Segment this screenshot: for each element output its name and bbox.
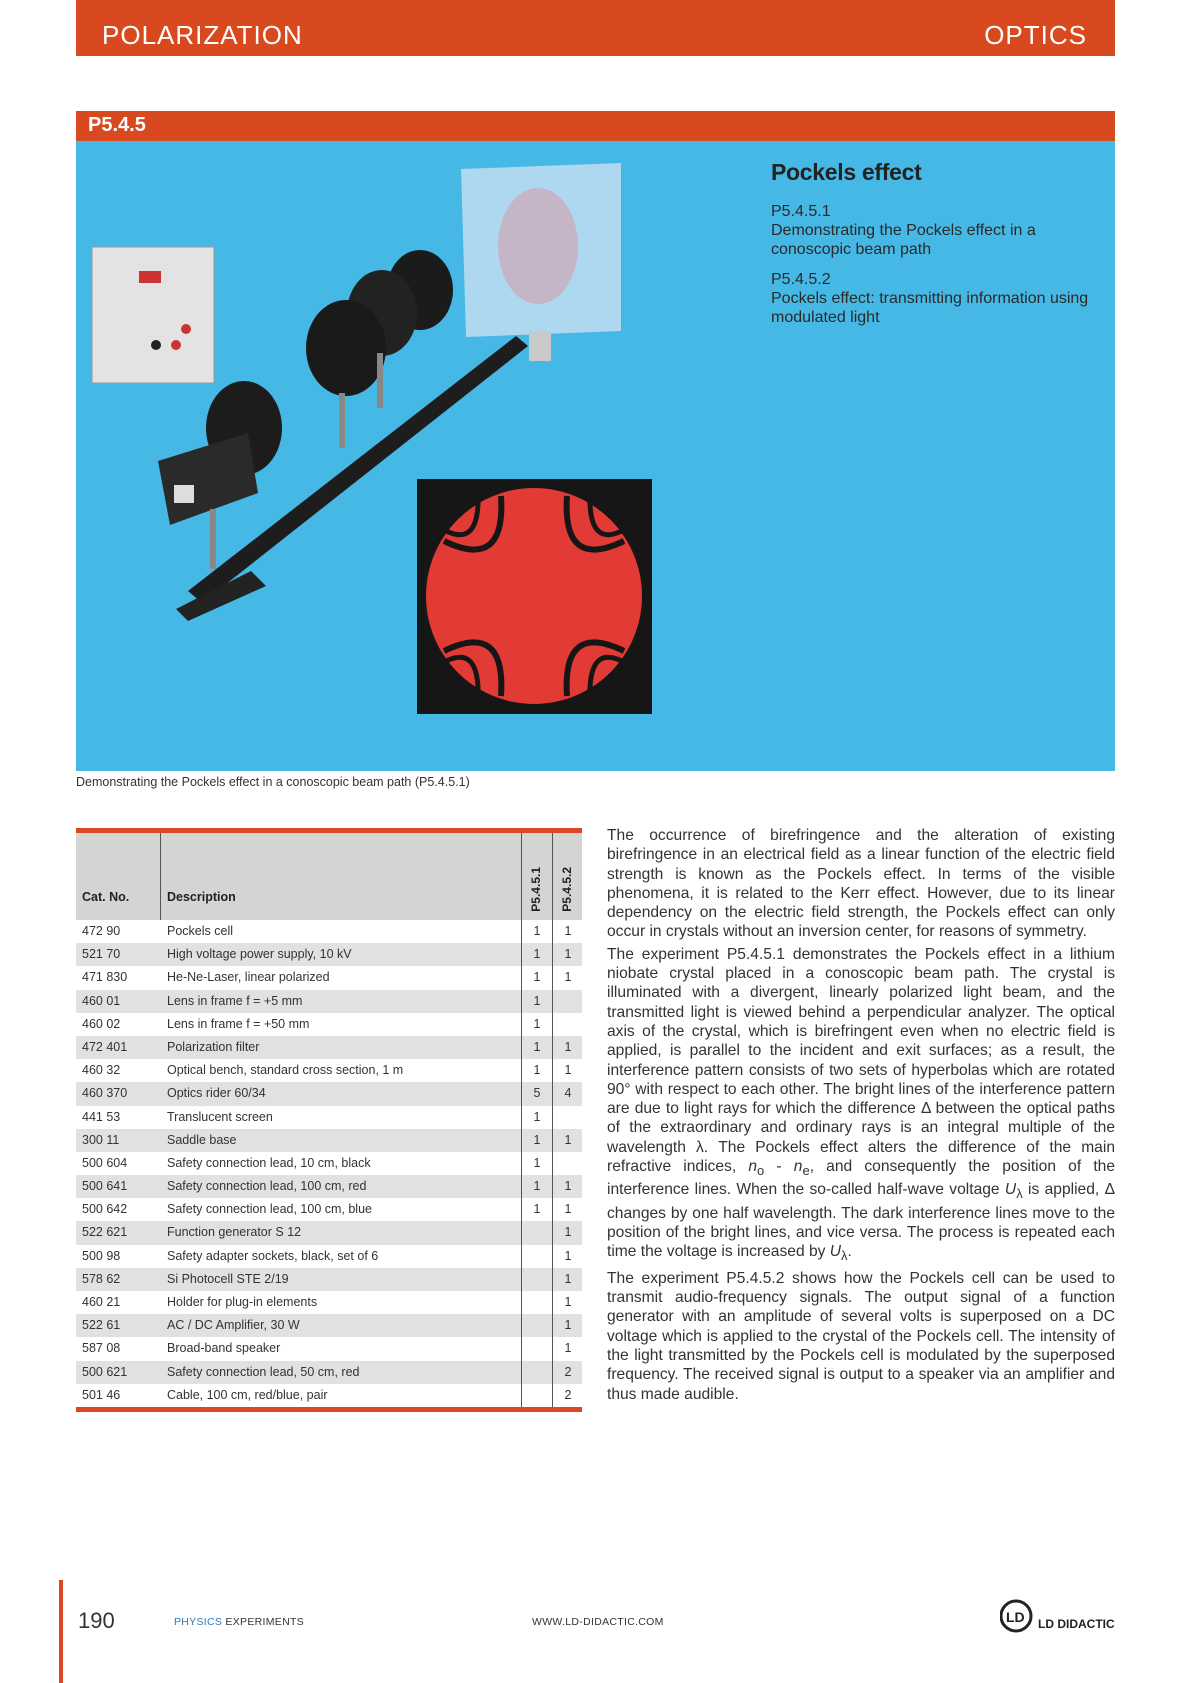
column-divider bbox=[552, 833, 553, 1407]
description-cell: Safety connection lead, 10 cm, black bbox=[167, 1155, 371, 1170]
laser bbox=[158, 433, 258, 525]
description-cell: Si Photocell STE 2/19 bbox=[167, 1271, 289, 1286]
table-header bbox=[76, 833, 582, 920]
logo-text: LD DIDACTIC bbox=[1038, 1617, 1115, 1631]
cat-no-cell: 472 90 bbox=[82, 924, 121, 938]
experiment-item bbox=[771, 270, 1091, 327]
experiment-code-1: P5.4.5.1 bbox=[771, 203, 831, 220]
qty-exp-2-cell: 1 bbox=[564, 1225, 572, 1240]
column-divider bbox=[521, 833, 522, 1407]
header-exp-2: P5.4.5.2 bbox=[560, 867, 574, 912]
table-row bbox=[76, 1268, 582, 1291]
table-row bbox=[76, 943, 582, 966]
subscript-o: o bbox=[757, 1163, 765, 1179]
qty-exp-2-cell: 1 bbox=[564, 1132, 572, 1147]
qty-exp-2-cell: 1 bbox=[564, 1179, 572, 1194]
body-text bbox=[607, 826, 1115, 1407]
cat-no-cell: 300 11 bbox=[82, 1132, 120, 1147]
hero-photo bbox=[76, 141, 1115, 771]
subscript-lambda: λ bbox=[841, 1248, 848, 1264]
cat-no-cell: 587 08 bbox=[82, 1341, 121, 1356]
paragraph-3: The experiment P5.4.5.2 shows how the Pockels cell can be used to transmit audio-frequency signals. The output signal of a function generator with an amplitude of several volts is superposed on a DC voltage which is applied to the crystal of the Pockels cell. The intensity of the light transmitted by the Pockels cell is modulated by the superposed frequency. The received signal is output to a speaker via an amplifier and thus made audible. bbox=[607, 1269, 1115, 1403]
table-row bbox=[76, 1361, 582, 1384]
description-cell: Safety adapter sockets, black, set of 6 bbox=[167, 1248, 379, 1263]
symbol-n: n bbox=[748, 1158, 758, 1176]
qty-exp-1-cell: 1 bbox=[533, 947, 541, 962]
qty-exp-1-cell: 5 bbox=[533, 1086, 541, 1101]
table-row bbox=[76, 1152, 582, 1175]
table-bottom-rule bbox=[76, 1407, 582, 1412]
cat-no-cell: 500 98 bbox=[82, 1248, 121, 1263]
area-title: OPTICS bbox=[984, 20, 1087, 50]
table-row bbox=[76, 1036, 582, 1059]
qty-exp-1-cell: 1 bbox=[533, 924, 541, 938]
cat-no-cell: 472 401 bbox=[82, 1039, 128, 1054]
table-row bbox=[76, 990, 582, 1013]
cat-no-cell: 441 53 bbox=[82, 1109, 121, 1124]
qty-exp-1-cell: 1 bbox=[533, 970, 541, 985]
table-row bbox=[76, 1175, 582, 1198]
table-row bbox=[76, 1384, 582, 1407]
description-cell: Optics rider 60/34 bbox=[167, 1086, 266, 1101]
paragraph-2-part: . bbox=[847, 1243, 852, 1261]
qty-exp-2-cell: 1 bbox=[564, 947, 572, 962]
symbol-n: n bbox=[793, 1158, 803, 1176]
cat-no-cell: 460 02 bbox=[82, 1016, 121, 1031]
qty-exp-1-cell: 1 bbox=[533, 1179, 541, 1194]
description-cell: Optical bench, standard cross section, 1 m bbox=[167, 1063, 404, 1078]
description-cell: Saddle base bbox=[167, 1132, 237, 1147]
equipment-table bbox=[76, 828, 582, 1412]
table-row bbox=[76, 1291, 582, 1314]
photo-caption: Demonstrating the Pockels effect in a conoscopic beam path (P5.4.5.1) bbox=[76, 775, 470, 789]
description-cell: Safety connection lead, 50 cm, red bbox=[167, 1364, 360, 1379]
description-cell: Safety connection lead, 100 cm, red bbox=[167, 1179, 367, 1194]
page-number: 190 bbox=[78, 1608, 115, 1633]
table-row bbox=[76, 966, 582, 989]
table-row bbox=[76, 1337, 582, 1360]
cat-no-cell: 521 70 bbox=[82, 947, 121, 962]
paragraph-2-part: , and consequently the position of the interference lines. When the so-called half-wave voltage bbox=[607, 1158, 1115, 1199]
qty-exp-2-cell: 1 bbox=[564, 970, 572, 985]
qty-exp-1-cell: 1 bbox=[533, 1155, 541, 1170]
qty-exp-2-cell: 1 bbox=[564, 1318, 572, 1333]
minus-sign: - bbox=[764, 1158, 794, 1176]
cat-no-cell: 471 830 bbox=[82, 970, 128, 985]
description-cell: Lens in frame f = +50 mm bbox=[167, 1016, 310, 1031]
table-row bbox=[76, 1059, 582, 1082]
screen-pattern bbox=[498, 188, 578, 304]
table-row bbox=[76, 1198, 582, 1221]
cat-no-cell: 501 46 bbox=[82, 1387, 121, 1402]
table-row bbox=[76, 1082, 582, 1105]
cat-no-cell: 500 604 bbox=[82, 1155, 128, 1170]
table-row bbox=[76, 1314, 582, 1337]
table-row bbox=[76, 1245, 582, 1268]
experiment-item bbox=[771, 202, 1091, 259]
experiment-title: Pockels effect bbox=[771, 159, 922, 185]
description-cell: Function generator S 12 bbox=[167, 1225, 302, 1240]
header-cat-no: Cat. No. bbox=[82, 890, 130, 904]
qty-exp-1-cell: 1 bbox=[533, 1016, 541, 1031]
qty-exp-1-cell: 1 bbox=[533, 993, 541, 1008]
symbol-u: U bbox=[1004, 1181, 1017, 1199]
cat-no-cell: 500 642 bbox=[82, 1202, 128, 1217]
section-title: POLARIZATION bbox=[102, 20, 303, 50]
power-display bbox=[139, 271, 161, 283]
lens-disk-1 bbox=[306, 300, 386, 396]
section-header bbox=[76, 0, 1115, 56]
table-row bbox=[76, 920, 582, 943]
qty-exp-1-cell: 1 bbox=[533, 1063, 541, 1078]
footer-url: WWW.LD-DIDACTIC.COM bbox=[532, 1616, 664, 1628]
qty-exp-2-cell: 4 bbox=[564, 1086, 572, 1101]
qty-exp-2-cell: 1 bbox=[564, 1295, 572, 1309]
saddle-base bbox=[529, 331, 551, 361]
qty-exp-1-cell: 1 bbox=[533, 1202, 541, 1217]
experiment-desc-2: Pockels effect: transmitting information using modulated light bbox=[771, 290, 1089, 326]
table-row bbox=[76, 1129, 582, 1152]
description-cell: AC / DC Amplifier, 30 W bbox=[167, 1318, 300, 1333]
description-cell: Holder for plug-in elements bbox=[167, 1295, 318, 1309]
experiment-code-bar bbox=[76, 111, 1115, 141]
symbol-u: U bbox=[829, 1243, 842, 1261]
subscript-lambda: λ bbox=[1016, 1186, 1023, 1202]
experiment-code-2: P5.4.5.2 bbox=[771, 271, 831, 288]
qty-exp-2-cell: 2 bbox=[564, 1387, 572, 1402]
paragraph-2-part: is applied, Δ changes by one half wavelength. The dark interference lines move to the position of the bright lines, and vice versa. The process is repeated each time the voltage is increased by bbox=[607, 1181, 1115, 1261]
experiment-code: P5.4.5 bbox=[88, 114, 146, 136]
experiment-desc-1: Demonstrating the Pockels effect in a conoscopic beam path bbox=[771, 222, 1036, 258]
qty-exp-1-cell: 1 bbox=[533, 1109, 541, 1124]
qty-exp-1-cell: 1 bbox=[533, 1132, 541, 1147]
description-cell: Pockels cell bbox=[167, 924, 233, 938]
qty-exp-2-cell: 1 bbox=[564, 924, 572, 938]
footer-accent-bar bbox=[59, 1580, 63, 1683]
cat-no-cell: 500 641 bbox=[82, 1179, 128, 1194]
power-supply bbox=[92, 247, 214, 383]
footer-physics: PHYSICS bbox=[174, 1616, 223, 1628]
table-row bbox=[76, 1013, 582, 1036]
cat-no-cell: 460 370 bbox=[82, 1086, 128, 1101]
description-cell: Translucent screen bbox=[167, 1109, 273, 1124]
qty-exp-2-cell: 2 bbox=[564, 1364, 572, 1379]
qty-exp-2-cell: 1 bbox=[564, 1063, 572, 1078]
table-body bbox=[76, 920, 582, 1407]
footer-series bbox=[174, 1616, 304, 1628]
cat-no-cell: 460 01 bbox=[82, 993, 121, 1008]
qty-exp-2-cell: 1 bbox=[564, 1341, 572, 1356]
description-cell: High voltage power supply, 10 kV bbox=[167, 947, 352, 962]
table-row bbox=[76, 1106, 582, 1129]
svg-text:LD: LD bbox=[1006, 1609, 1025, 1625]
column-divider bbox=[160, 833, 161, 920]
interference-disk bbox=[426, 488, 642, 704]
description-cell: Broad-band speaker bbox=[167, 1341, 281, 1356]
subscript-e: e bbox=[802, 1163, 810, 1179]
qty-exp-2-cell: 1 bbox=[564, 1248, 572, 1263]
header-description: Description bbox=[167, 890, 236, 904]
table-row bbox=[76, 1221, 582, 1244]
cat-no-cell: 460 32 bbox=[82, 1063, 121, 1078]
paragraph-1: The occurrence of birefringence and the alteration of existing birefringence in an electrical field as a linear function of the electric field strength is known as the Pockels effect. In terms of the visible phenomena, it is related to the Kerr effect. However, due to its linear dependency on the electric field strength, the Pockels effect can only occur in crystals without an inversion center, for reasons of symmetry. bbox=[607, 827, 1115, 941]
description-cell: He-Ne-Laser, linear polarized bbox=[167, 970, 330, 985]
qty-exp-2-cell: 1 bbox=[564, 1271, 572, 1286]
description-cell: Lens in frame f = +5 mm bbox=[167, 993, 303, 1008]
qty-exp-1-cell: 1 bbox=[533, 1039, 541, 1054]
cat-no-cell: 460 21 bbox=[82, 1295, 121, 1309]
qty-exp-2-cell: 1 bbox=[564, 1039, 572, 1054]
paragraph-2 bbox=[607, 945, 1115, 1266]
header-exp-1: P5.4.5.1 bbox=[529, 867, 543, 912]
paragraph-2-part: The experiment P5.4.5.1 demonstrates the Pockels effect in a lithium niobate crystal placed in a conoscopic beam path. The crystal is illuminated with a divergent, linearly polarized light beam, and the transmitted light is viewed behind a perpendicular analyzer. The optical axis of the crystal, which is birefringent even when no electric field is applied, is parallel to the incident and exit surfaces; as a result, the interference pattern consists of two sets of hyperbolas which are rotated 90° with respect to each other. The bright lines of the interference pattern are due to light rays for which the difference Δ between the optical paths of the extraordinary and ordinary rays is an integral multiple of the wavelength λ. The Pockels effect alters the difference of the main refractive indices, bbox=[607, 945, 1115, 1176]
description-cell: Safety connection lead, 100 cm, blue bbox=[167, 1202, 372, 1217]
cat-no-cell: 578 62 bbox=[82, 1271, 121, 1286]
cat-no-cell: 522 621 bbox=[82, 1225, 128, 1240]
description-cell: Cable, 100 cm, red/blue, pair bbox=[167, 1387, 328, 1402]
footer-experiments: EXPERIMENTS bbox=[222, 1616, 304, 1628]
cat-no-cell: 522 61 bbox=[82, 1318, 121, 1333]
cat-no-cell: 500 621 bbox=[82, 1364, 128, 1379]
description-cell: Polarization filter bbox=[167, 1039, 260, 1054]
qty-exp-2-cell: 1 bbox=[564, 1202, 572, 1217]
